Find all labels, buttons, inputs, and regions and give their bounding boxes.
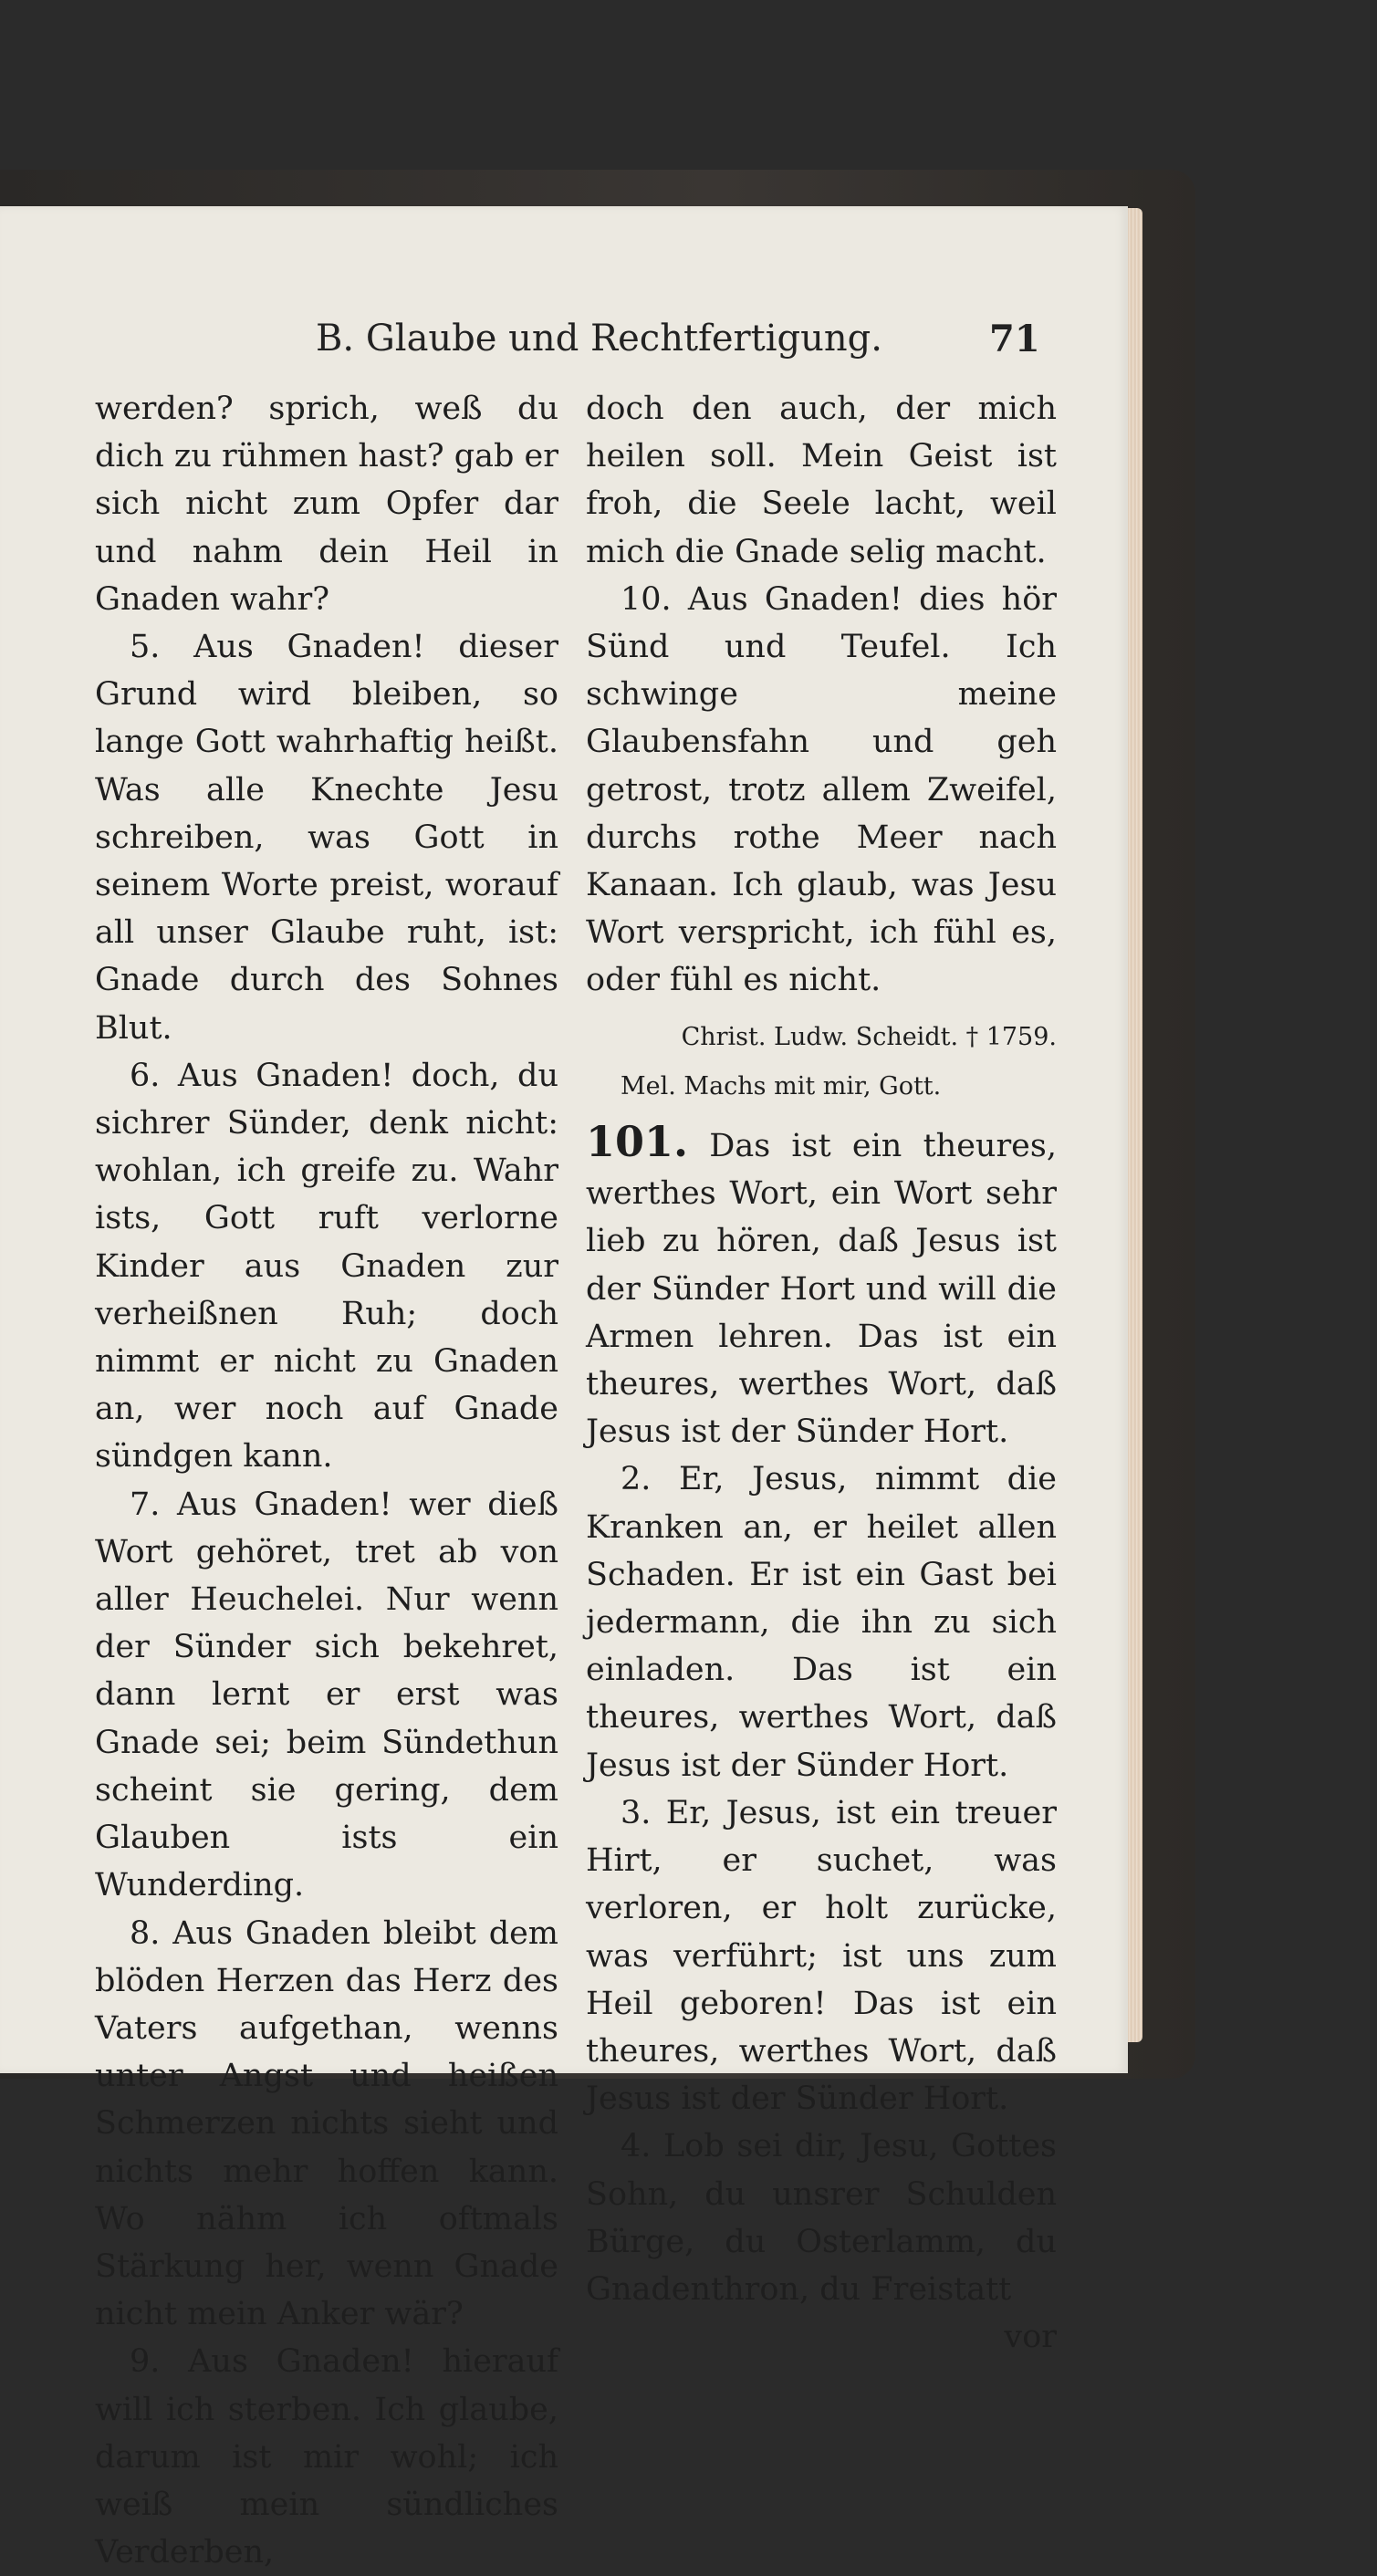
verse-continuation: werden? sprich, weß du dich zu rühmen hast? gab er sich nicht zum Opfer dar und nahm dein Heil in Gnaden wahr? (95, 391, 558, 618)
hymn-101-verse-1 (586, 1118, 1057, 1455)
page-number: 71 (989, 318, 1040, 360)
left-column (95, 385, 558, 2576)
book-page (0, 206, 1128, 2571)
section-title: B. Glaube und Rechtfertigung. (316, 318, 882, 360)
verse-6: 6. Aus Gnaden! doch, du sichrer Sünder, denk nicht: wohlan, ich greife zu. Wahr ists, Gott ruft verlorne Kinder aus Gnaden zur verheißnen Ruh; doch nimmt er nicht zu Gnaden an, wer noch auf Gnade sündgen kann. (95, 1057, 558, 1476)
hymn-101-verse-2: 2. Er, Jesus, nimmt die Kranken an, er heilet allen Schaden. Er ist ein Gast bei jedermann, die ihn zu sich einladen. Das ist ein theures, werthes Wort, daß Jesus ist der Sünder Hort. (586, 1461, 1057, 1784)
running-header (0, 318, 1128, 372)
author-attribution: Christ. Ludw. Scheidt. † 1759. (681, 1022, 1057, 1051)
hymn-101-verse-4: 4. Lob sei dir, Jesu, Gottes Sohn, du unsrer Schulden Bürge, du Osterlamm, du Gnadenthron, du Freistatt (586, 2128, 1057, 2308)
verse-8: 8. Aus Gnaden bleibt dem blöden Herzen das Herz des Vaters aufgethan, wenns unter Angst und heißen Schmerzen nichts sieht und nichts mehr hoffen kann. Wo nähm ich oftmals Stärkung her, wenn Gnade nicht mein Anker wär? (95, 1914, 558, 2333)
hymn-101-verse-3: 3. Er, Jesus, ist ein treuer Hirt, er suchet, was verloren, er holt zurücke, was verführt; ist uns zum Heil geboren! Das ist ein theures, werthes Wort, daß Jesus ist der Sünder Hort. (586, 1794, 1057, 2118)
verse-9: 9. Aus Gnaden! hierauf will ich sterben. Ich glaube, darum ist mir wohl; ich weiß mein sündliches Verderben, (95, 2343, 558, 2571)
hymn-number: 101. (586, 1117, 689, 1167)
hymn-verse-1-text: Das ist ein theures, werthes Wort, ein Wort sehr lieb zu hören, daß Jesus ist der Sünder Hort und will die Armen lehren. Das ist ein theures, werthes Wort, daß Jesus ist der Sünder Hort. (586, 1128, 1057, 1451)
melody-note: Mel. Machs mit mir, Gott. (621, 1071, 942, 1100)
catchword: vor (1004, 2319, 1057, 2356)
verse-5: 5. Aus Gnaden! dieser Grund wird bleiben, so lange Gott wahrhaftig heißt. Was alle Knechte Jesu schreiben, was Gott in seinem Worte preist, worauf all unser Glaube ruht, ist: Gnade durch des Sohnes Blut. (95, 629, 558, 1047)
verse-continuation-right: doch den auch, der mich heilen soll. Mein Geist ist froh, die Seele lacht, weil mich die Gnade selig macht. (586, 391, 1057, 570)
right-column (586, 385, 1057, 2361)
verse-10: 10. Aus Gnaden! dies hör Sünd und Teufel. Ich schwinge meine Glaubensfahn und geh getrost, trotz allem Zweifel, durchs rothe Meer nach Kanaan. Ich glaub, was Jesu Wort verspricht, ich fühl es, oder fühl es nicht. (586, 580, 1057, 999)
verse-7: 7. Aus Gnaden! wer dieß Wort gehöret, tret ab von aller Heuchelei. Nur wenn der Sünder sich bekehret, dann lernt er erst was Gnade sei; beim Sündethun scheint sie gering, dem Glauben ists ein Wunderding. (95, 1486, 558, 1904)
